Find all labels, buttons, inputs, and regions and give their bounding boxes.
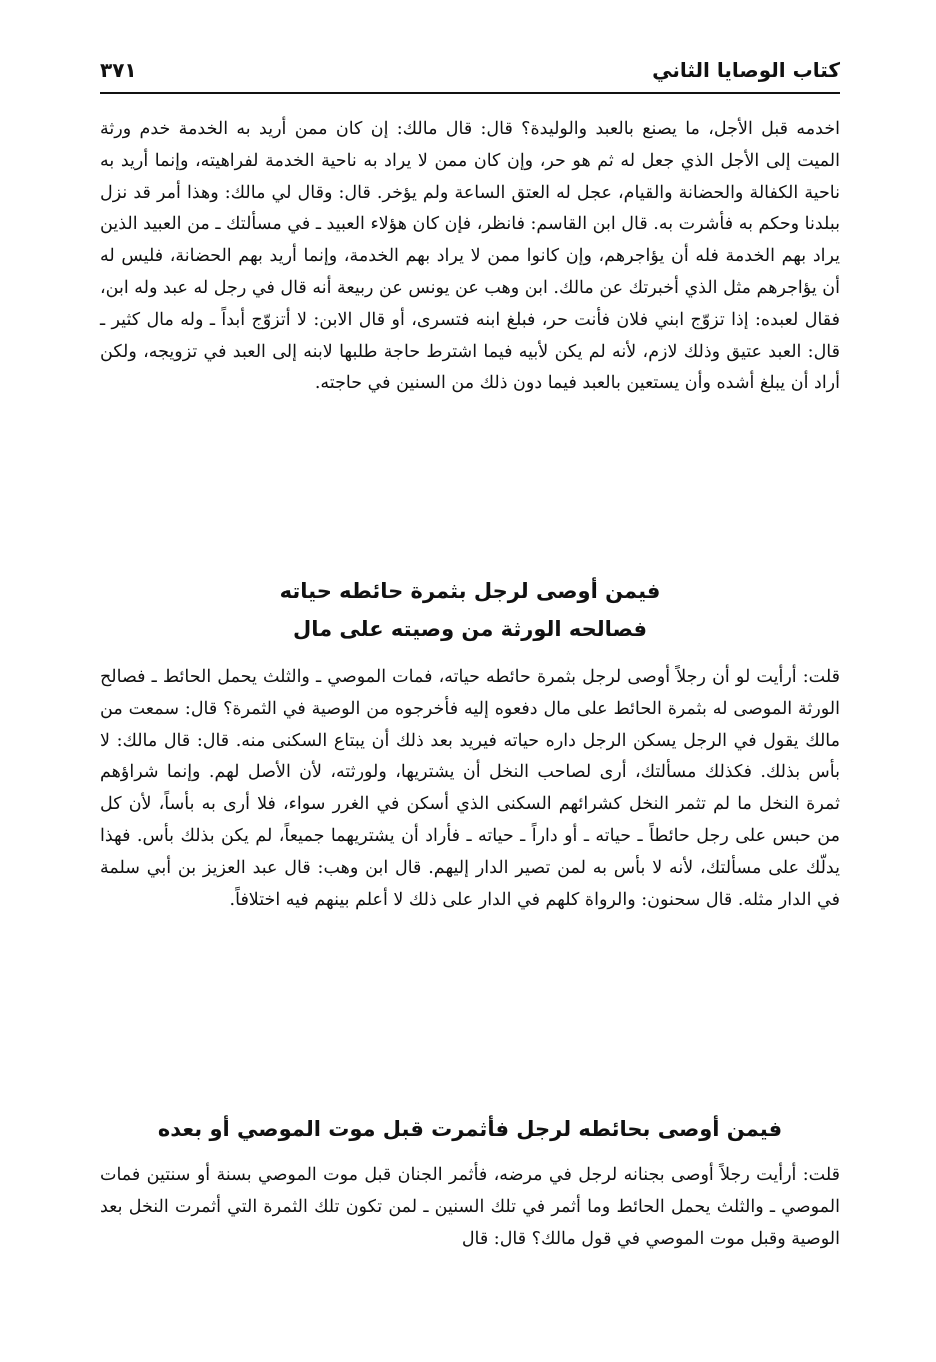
paragraph-fruit-settlement: قلت: أرأيت لو أن رجلاً أوصى لرجل بثمرة حائطه حياته، فمات الموصي ـ والثلث يحمل الحائط ـ فصالح الورثة الموصى له بثمرة الحائط على مال دفعوه إليه فأخرجوه من الوصية في الثمرة؟ قال: سمعت من مالك يقول في الرجل يسكن الرجل داره حياته فيريد بعد ذلك أن يبتاع السكنى منه. قال: قال مالك: لا بأس بذلك. فكذلك مسألتك، أرى لصاحب النخل أن يشتريها، ولورثته، لأن الأصل لهم. وإنما شراؤهم ثمرة النخل ما لم تثمر النخل كشرائهم السكنى الذي أسكن في الغرر سواء، فلا أرى به بأساً، لأن كل من حبس على رجل حائطاً ـ حياته ـ أو داراً ـ حياته ـ فأراد أن يشتريهما جميعاً، لم يكن بذلك بأس. فهذا يدلّك على مسألتك، لأنه لا بأس به لمن تصير الدار إليهم. قال ابن وهب: قال عبد العزيز بن أبي سلمة في الدار مثله. قال سحنون: والرواة كلهم في الدار على ذلك لا أعلم بينهم فيه اختلافاً. [100, 667, 840, 910]
running-header [100, 52, 840, 92]
book-title: كتاب الوصايا الثاني [652, 58, 840, 82]
paragraph-orchard-bequest: قلت: أرأيت رجلاً أوصى بجنانه لرجل في مرضه، فأثمر الجنان قبل موت الموصي بسنة أو سنتين فمات الموصي ـ والثلث يحمل الحائط وما أثمر في تلك السنين ـ لمن تكون تلك الثمرة التي أثمرت النخل بعد الوصية وقبل موت الموصي في قول مالك؟ قال: قال [100, 1165, 840, 1249]
section-heading-bequest-orchard: فيمن أوصى بحائطه لرجل فأثمرت قبل موت الموصي أو بعده [157, 1117, 783, 1141]
header-rule [100, 92, 840, 94]
section-heading-line-1: فيمن أوصى لرجل بثمرة حائطه حياته [279, 579, 661, 603]
section-heading-bequest-fruit [100, 572, 840, 648]
paragraph-continuation: اخدمه قبل الأجل، ما يصنع بالعبد والوليدة؟ قال: قال مالك: إن كان ممن أريد به الخدمة خدم ورثة الميت إلى الأجل الذي جعل له ثم هو حر، وإن كان ممن لا يراد به ناحية الخدمة لفراهيته، وإنما أريد به ناحية الكفالة والحضانة والقيام، عجل له العتق الساعة ولم يؤخر. قال: وقال لي مالك: وهذا أمر قد نزل ببلدنا وحكم به فأشرت به. قال ابن القاسم: فانظر، فإن كان هؤلاء العبيد ـ في مسألتك ـ من العبيد الذين يراد بهم الخدمة فله أن يؤاجرهم، وإن كانوا ممن لا يراد بهم الخدمة، وإنما أريد بهم الحضانة، فليس له أن يؤاجرهم مثل الذي أخبرتك عن مالك. ابن وهب عن يونس عن ربيعة أنه قال في رجل له عبد وله ابن، فقال لعبده: إذا تزوّج ابني فلان فأنت حر، فبلغ ابنه فتسرى، أو قال الابن: لا أتزوّج أبداً ـ وله مال كثير ـ قال: العبد عتيق وذلك لازم، لأنه لم يكن لأبيه فيما اشترط حاجة طلبها لابنه إلى العبد في تزويجه، ولكن أراد أن يبلغ أشده وأن يستعين بالعبد فيما دون ذلك من السنين في حاجته. [100, 119, 840, 394]
page-number: ٣٧١ [100, 58, 137, 82]
section-heading-line-2: فصالحه الورثة من وصيته على مال [293, 617, 647, 641]
